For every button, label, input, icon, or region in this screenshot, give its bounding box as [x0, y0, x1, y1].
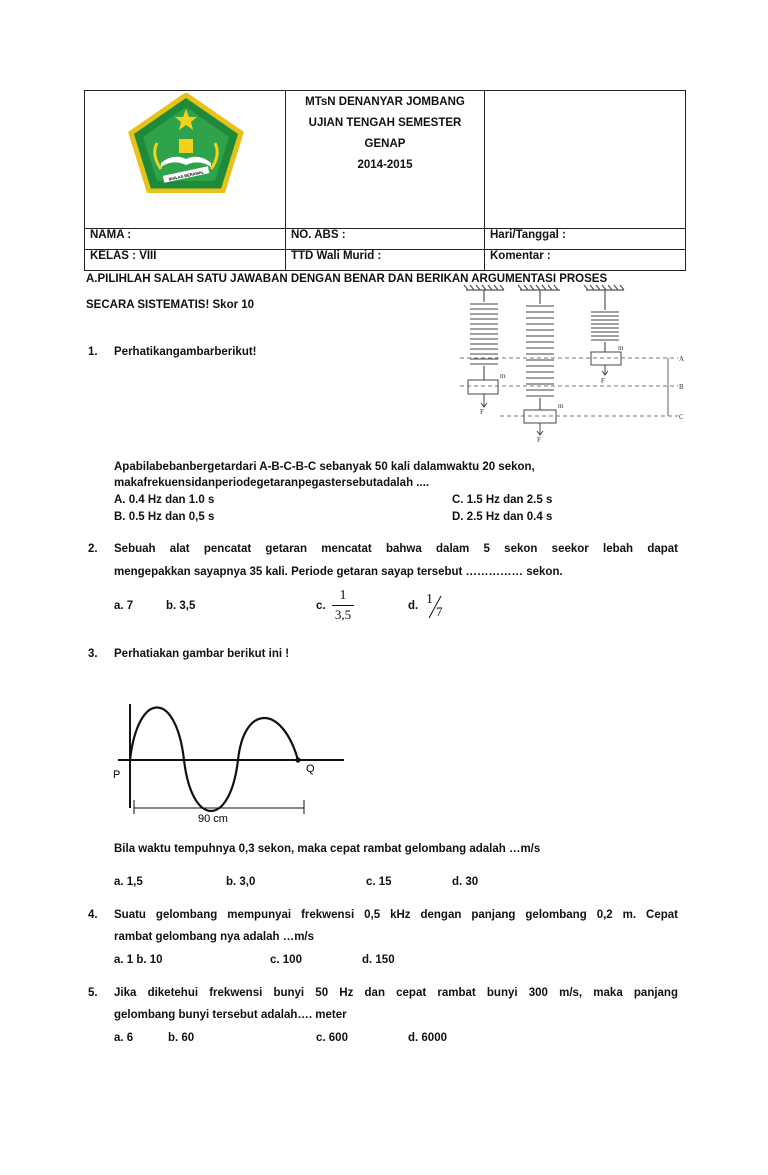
q2-number: 2.	[88, 543, 98, 555]
q2-d-fraction	[426, 594, 446, 620]
q1-option-a[interactable]: A. 0.4 Hz dan 1.0 s	[114, 494, 215, 506]
q5-line-2: gelombang bunyi tersebut adalah…. meter	[114, 1009, 347, 1021]
q5-option-c[interactable]: c. 600	[316, 1032, 348, 1044]
q2-option-a[interactable]: a. 7	[114, 600, 134, 612]
q2-c-denominator: 3,5	[334, 607, 352, 622]
hari-tanggal-field[interactable]: Hari/Tanggal :	[485, 229, 686, 250]
q1-text: Perhatikangambarberikut!	[114, 346, 257, 358]
q1-body-2: makafrekuensidanperiodegetaranpegastersebutadalah ....	[114, 477, 430, 489]
no-abs-field[interactable]: NO. ABS :	[286, 229, 485, 250]
q1-number: 1.	[88, 346, 98, 358]
q1-option-c[interactable]: C. 1.5 Hz dan 2.5 s	[452, 494, 553, 506]
fig-label-a: A	[679, 355, 685, 363]
q2-c-numerator: 1	[339, 588, 347, 603]
q2-line-1: Sebuah alat pencatat getaran mencatat bahwa dalam 5 sekon seekor lebah dapat	[114, 543, 678, 555]
q1-option-d[interactable]: D. 2.5 Hz dan 0.4 s	[452, 511, 553, 523]
kelas-field[interactable]: KELAS : VIII	[85, 250, 286, 271]
fig-label-f3: F	[601, 377, 605, 385]
wave-label-q: Q	[306, 763, 315, 775]
q5-number: 5.	[88, 987, 98, 999]
q3-option-b[interactable]: b. 3,0	[226, 876, 256, 888]
q3-option-d[interactable]: d. 30	[452, 876, 479, 888]
fig-label-b: B	[679, 383, 684, 391]
q4-line-1: Suatu gelombang mempunyai frekwensi 0,5 kHz dengan panjang gelombang 0,2 m. Cepat	[114, 909, 678, 921]
fraction-bar	[332, 605, 354, 606]
q3-number: 3.	[88, 648, 98, 660]
q2-option-d[interactable]: d.	[408, 600, 419, 612]
q2-c-fraction	[332, 588, 354, 623]
spring-figure	[460, 282, 690, 450]
exam-year: 2014-2015	[357, 159, 413, 171]
q4-number: 4.	[88, 909, 98, 921]
q2-d-denominator: 7	[436, 604, 443, 619]
wave-figure	[108, 700, 354, 828]
q4-option-d[interactable]: d. 150	[362, 954, 395, 966]
fig-label-m1: m	[500, 372, 506, 380]
school-name: MTsN DENANYAR JOMBANG	[305, 96, 465, 108]
q2-d-numerator: 1	[426, 592, 433, 607]
nama-field[interactable]: NAMA :	[85, 229, 286, 250]
q2-option-c[interactable]: c.	[316, 600, 326, 612]
q3-text: Perhatiakan gambar berikut ini !	[114, 648, 290, 660]
logo-cell	[85, 91, 286, 229]
header-table	[84, 90, 686, 271]
logo-text: IKHLAS BERAMAL	[168, 169, 205, 182]
q2-line-2: mengepakkan sayapnya 35 kali. Periode getaran sayap tersebut …………… sekon.	[114, 566, 563, 578]
fig-label-f2: F	[537, 436, 541, 444]
q5-option-a[interactable]: a. 6	[114, 1032, 134, 1044]
exam-term: GENAP	[364, 138, 406, 150]
fig-label-m2: m	[558, 402, 564, 410]
q5-line-1: Jika diketehui frekwensi bunyi 50 Hz dan cepat rambat bunyi 300 m/s, maka panjang	[114, 987, 678, 999]
wave-distance-label: 90 cm	[198, 813, 228, 825]
q5-option-d[interactable]: d. 6000	[408, 1032, 447, 1044]
q5-option-b[interactable]: b. 60	[168, 1032, 195, 1044]
instruction-line-2: SECARA SISTEMATIS! Skor 10	[86, 299, 255, 311]
q4-line-2: rambat gelombang nya adalah …m/s	[114, 931, 315, 943]
instruction-line-1: A.PILIHLAH SALAH SATU JAWABAN DENGAN BENAR DAN BERIKAN ARGUMENTASI PROSES	[86, 273, 608, 285]
fig-label-m3: m	[618, 344, 624, 352]
q4-option-a-b[interactable]: a. 1 b. 10	[114, 954, 163, 966]
q2-option-b[interactable]: b. 3,5	[166, 600, 196, 612]
fig-label-c: C	[679, 413, 684, 421]
exam-title: UJIAN TENGAH SEMESTER	[308, 117, 462, 129]
school-info-cell	[286, 91, 485, 229]
ttd-field[interactable]: TTD Wali Murid :	[286, 250, 485, 271]
empty-cell	[485, 91, 686, 229]
q4-option-c[interactable]: c. 100	[270, 954, 302, 966]
komentar-field[interactable]: Komentar :	[485, 250, 686, 271]
q3-option-c[interactable]: c. 15	[366, 876, 392, 888]
q3-option-a[interactable]: a. 1,5	[114, 876, 143, 888]
q3-body: Bila waktu tempuhnya 0,3 sekon, maka cepat rambat gelombang adalah …m/s	[114, 843, 541, 855]
fig-label-f1: F	[480, 408, 484, 416]
wave-label-p: P	[113, 769, 121, 781]
q1-body-1: Apabilabebanbergetardari A-B-C-B-C sebanyak 50 kali dalamwaktu 20 sekon,	[114, 461, 535, 473]
school-logo-icon	[127, 93, 245, 193]
q1-option-b[interactable]: B. 0.5 Hz dan 0,5 s	[114, 511, 215, 523]
